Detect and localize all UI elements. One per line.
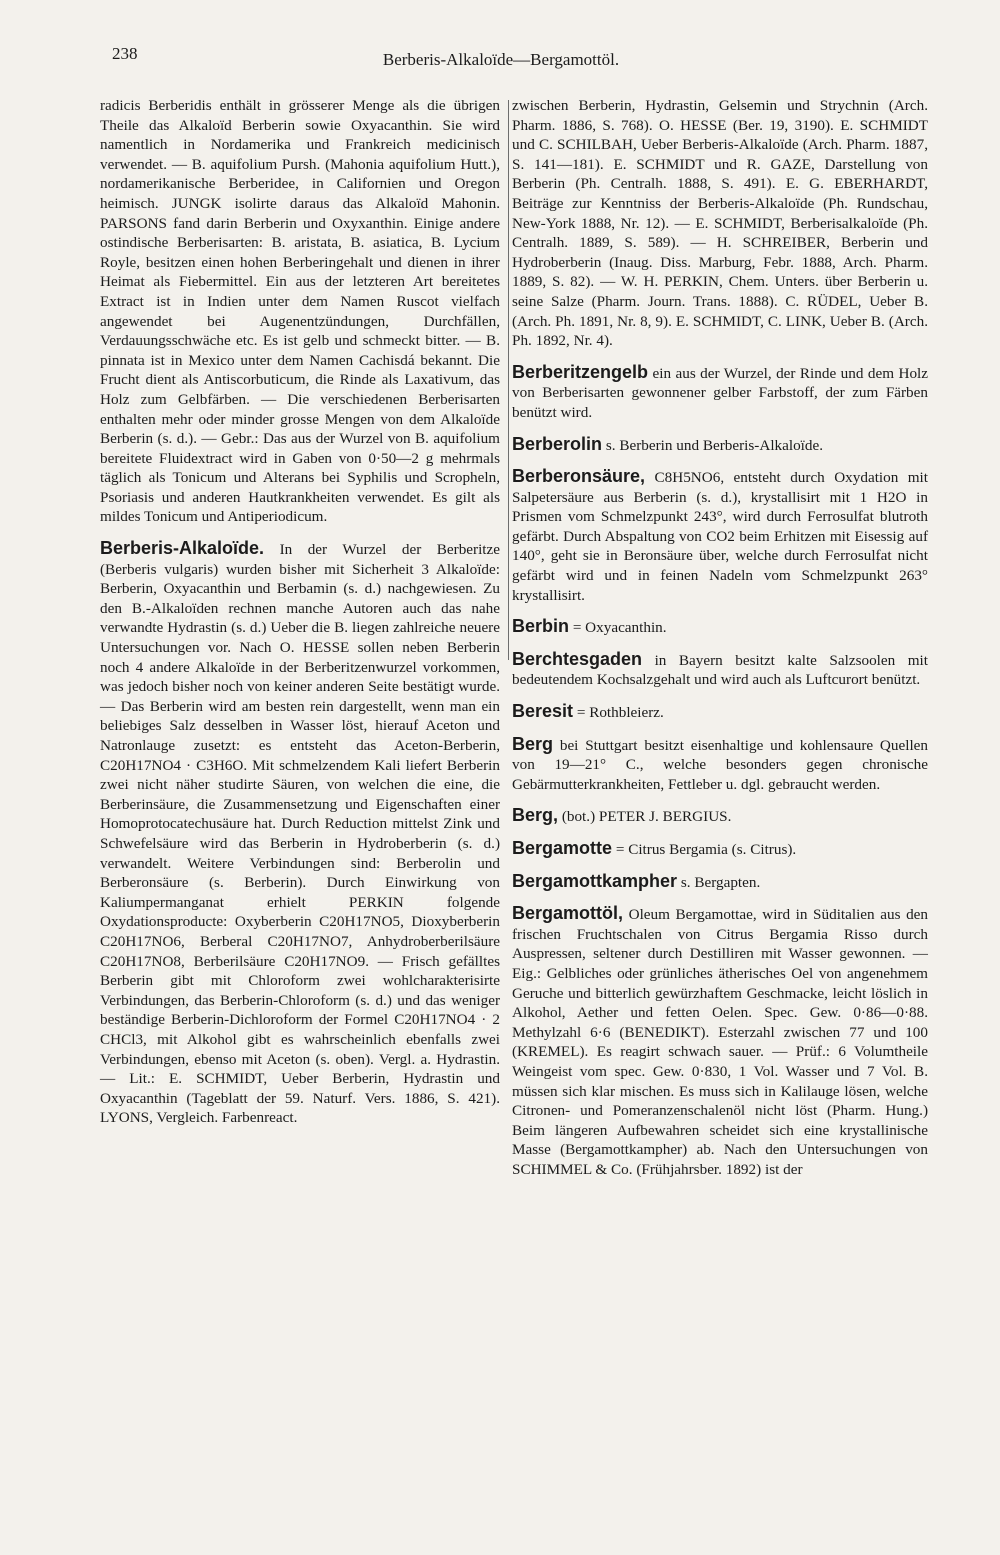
entry-berberolin — [512, 435, 928, 456]
left-column — [100, 96, 500, 1134]
entry-text: ein aus der Wurzel, der Rinde und dem Holz von Berberisarten gewonnener gelber Farbstoff, der zum Färben benützt wird. — [512, 364, 928, 421]
entry-beresit — [512, 702, 928, 723]
entry-headword: Berg — [512, 733, 554, 754]
entry-text: = Oxyacanthin. — [572, 619, 667, 637]
right-column — [512, 96, 928, 1186]
entry-headword: Berberis-Alkaloïde. — [100, 538, 265, 559]
entry-text: = Citrus Bergamia (s. Citrus). — [615, 841, 797, 858]
entry-headword: Berberonsäure, — [512, 466, 646, 487]
entry-headword: Bergamottöl, — [512, 903, 624, 924]
entry-headword: Berchtesgaden — [512, 648, 643, 669]
entry-bergamottkampher — [512, 872, 928, 893]
entry-berg-bot — [512, 806, 928, 827]
entry-headword: Berg, — [512, 805, 559, 826]
entry-headword: Beresit — [512, 701, 574, 722]
entry-headword: Berbin — [512, 616, 570, 637]
entry-berberitzengelb — [512, 363, 928, 423]
running-title: Berberis-Alkaloïde—Bergamottöl. — [382, 50, 620, 69]
entry-berbin — [512, 617, 928, 638]
continued-references: zwischen Berberin, Hydrastin, Gelsemin und Strychnin (Arch. Pharm. 1886, S. 768). O. HESSE (Ber. 19, 3190). E. SCHMIDT und C. SCHILBAH, Ueber Berberis-Alkaloïde (Arch. Pharm. 1887, S. 141—181). E. SCHMIDT und R. GAZE, Darstellung von Berberin (Ph. Centralh. 1888, S. 491). E. G. EBERHARDT, Beiträge zur Kenntniss der Berberis-Alkaloïde (Ph. Rundschau, New-York 1888, Nr. 12). — E. SCHMIDT, Berberisalkaloïde (Ph. Centralh. 1889, S. 589). — H. SCHREIBER, Berberin und Hydroberberin (Inaug. Diss. Marburg, Febr. 1888, Arch. Pharm. 1889, S. 82). — W. H. PERKIN, Chem. Unters. über Berberin u. seine Salze (Pharm. Journ. Trans. 1888). C. RÜDEL, Ueber B. (Arch. Ph. 1891, Nr. 8, 9). E. SCHMIDT, C. LINK, Ueber B. (Arch. Ph. 1892, Nr. 4). — [512, 97, 928, 350]
page-number: 238 — [112, 44, 138, 63]
entry-headword: Berberitzengelb — [512, 361, 649, 382]
entry-bergamottoel — [512, 904, 928, 1179]
continued-entry-text: radicis Berberidis enthält in grösserer Menge als die übrigen Theile das Alkaloïd Berberin sowie Oxyacanthin. Sie wird namentlich in Nordamerika und Frankreich medicinisch verwendet. — B. aquifolium Pursh. (Mahonia aquifolium Hutt.), nordamerikanische Berberidee, in Californien und Oregon heimisch. JUNGK isolirte daraus das Alkaloïd Mahonin. PARSONS fand darin Berberin und Oxyxanthin. Einige andere ostindische Berberisarten: B. aristata, B. asiatica, B. Lycium Royle, besitzen einen hohen Berberingehalt und dienen in ihrer Heimat als Fiebermittel. Ein aus der letzteren Art bereitetes Extract ist in Indien unter dem Namen Ruscot vielfach angewendet bei Augenentzündungen, Durchfällen, Verdauungsschwäche etc. Es ist gelb und schmeckt bitter. — B. pinnata ist in Mexico unter dem Namen Cachisdá bekannt. Die Frucht dient als Antiscorbuticum, die Rinde als Laxativum, das Holz zum Gelbfärben. — Die verschiedenen Berberisarten enthalten mehr oder minder grosse Mengen von dem Alkaloïde Berberin (s. d.). — Gebr.: Das aus der Wurzel von B. aquifolium bereitete Fluidextract wird in Gaben von 0·50—2 g mehrmals täglich als Tonicum und Alterans bei Syphilis und Scropheln, Psoriasis und anderen Hautkrankheiten verwendet. Es gilt als mildes Tonicum und Antiperiodicum. — [100, 97, 500, 526]
entry-bergamotte — [512, 839, 928, 860]
entry-text: s. Bergapten. — [680, 873, 761, 891]
entry-headword: Bergamottkampher — [512, 870, 678, 891]
column-divider — [508, 100, 509, 660]
entry-text: s. Berberin und Berberis-Alkaloïde. — [605, 436, 824, 454]
entry-text: (bot.) PETER J. BERGIUS. — [561, 808, 732, 826]
entry-text: In der Wurzel der Berberitze (Berberis vulgaris) wurden bisher mit Sicherheit 3 Alkaloïde: Berberin, Oxyacanthin und Berbamin (s. d.) nachgewiesen. Zu den B.-Alkaloïden rechnen manche Autoren auch das nahe verwandte Hydrastin (s. d.) Ueber die B. liegen zahlreiche neuere Untersuchungen vor. Nach O. HESSE sollen neben Berberin noch 4 andere Alkaloïde in der Berberitzenwurzel vorkommen, was jedoch bisher noch von keiner anderen Seite bestätigt wurde. — Das Berberin wird am besten rein dargestellt, wenn man ein beliebiges Salz desselben in Wasser löst, hierauf Aceton und Natronlauge zusetzt: es entsteht das Aceton-Berberin, C20H17NO4 · C3H6O. Mit schmelzendem Kali liefert Berberin zwei nicht näher studirte Säuren, von welchen die eine, die Berberinsäure, die Zusammensetzung und Eigenschaften einer Homoprotocatechusäure hat. Durch Reduction mittelst Zink und Schwefelsäure wird das Berberin in Hydroberberin (s. d.) verwandelt. Weitere Verbindungen sind: Berberolin und Berberonsäure (s. Berberin). Durch Einwirkung von Kaliumpermanganat erhielt PERKIN folgende Oxydationsproducte: Oxyberberin C20H17NO5, Dioxyberberin C20H17NO6, Berberal C20H17NO7, Anhydroberberilsäure C20H17NO8, Berberilsäure C20H17NO9. — Frisch gefälltes Berberin gibt mit Chloroform zwei wohlcharakterisirte Verbindungen, das Berberin-Chloroform (s. d.) und das weniger beständige Berberin-Dichloroform der Formel C20H17NO4 · 2 CHCl3, mit Alkohol gibt es wahrscheinlich ebenfalls zwei Verbindungen, ebenso mit Aceton (s. oben). Vergl. a. Hydrastin. — Lit.: E. SCHMIDT, Ueber Berberin, Hydrastin und Oxyacanthin (Tageblatt der 59. Naturf. Vers. 1886, S. 421). LYONS, Vergleich. Farbenreact. — [100, 541, 501, 1127]
entry-text: in Bayern besitzt kalte Salzsoolen mit bedeutendem Kochsalzgehalt und wird auch als Luftcurort benützt. — [512, 651, 928, 689]
entry-headword: Bergamotte — [512, 838, 613, 858]
entry-text: = Rothbleierz. — [576, 704, 664, 722]
entry-berberonsaeure — [512, 467, 928, 605]
entry-text: C8H5NO6, entsteht durch Oxydation mit Salpetersäure aus Berberin (s. d.), krystallisirt mit 1 H2O in Prismen vom Schmelzpunkt 243°, wird durch Ferrosulfat blutroth gefärbt. Durch Abspaltung von CO2 beim Erhitzen mit Eisessig auf 140°, geht sie in Beronsäure über, welche durch Ferrosulfat nicht gefärbt wird und in feinen Nadeln vom Schmelzpunkt 263° krystallisirt. — [512, 469, 928, 604]
entry-text: Oleum Bergamottae, wird in Süditalien aus den frischen Fruchtschalen von Citrus Bergamia Risso durch Auspressen, seltener durch Destilliren mit Wasser gewonnen. — Eig.: Gelbliches oder grünliches ätherisches Oel von angenehmem Geruche und bitterlich gewürzhaftem Geschmacke, leicht löslich in Alkohol, Aether und fetten Oelen. Spec. Gew. 0·86—0·88. Methylzahl 6·6 (BENEDIKT). Esterzahl zwischen 77 und 100 (KREMEL). Es reagirt schwach sauer. — Prüf.: 6 Volumtheile Weingeist vom spec. Gew. 0·830, 1 Vol. Wasser und 7 Vol. B. müssen sich klar mischen. Es muss sich in Kalilauge lösen, welche Citronen- und Pomeranzenschalenöl nicht löst (Pharm. Hung.) Beim längeren Aufbewahren scheidet sich eine krystallinische Masse (Bergamottkampher) ab. Nach den Untersuchungen von SCHIMMEL & Co. (Frühjahrsber. 1892) ist der — [512, 906, 928, 1178]
page-header — [112, 44, 890, 74]
entry-headword: Berberolin — [512, 433, 603, 454]
entry-berchtesgaden — [512, 650, 928, 690]
entry-text: bei Stuttgart besitzt eisenhaltige und kohlensaure Quellen von 19—21° C., welche besonders gegen chronische Gebärmutterkrankheiten, Fettleber u. dgl. gebraucht werden. — [512, 736, 929, 793]
entry-berberis-alkaloide — [100, 539, 500, 1128]
entry-berg — [512, 735, 928, 795]
